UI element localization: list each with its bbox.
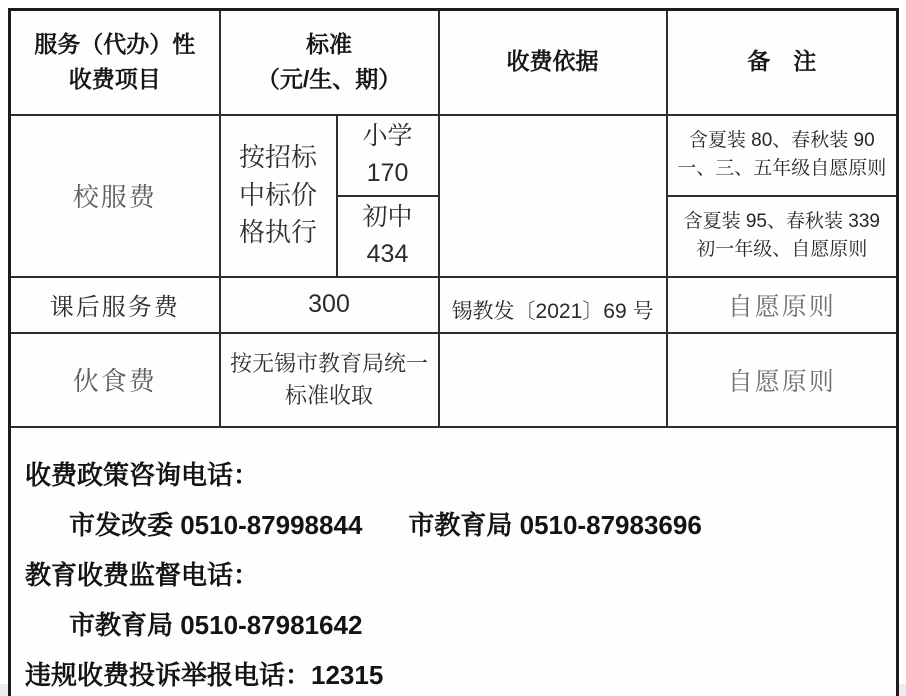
fee-table: [8, 8, 899, 696]
uniform-primary-label: 小学: [362, 121, 413, 150]
afterschool-remark-cell: 自愿原则: [667, 277, 898, 333]
header-standard-line2: （元/生、期）: [256, 66, 402, 93]
uniform-junior-remark-line2: 初一年级、自愿原则: [696, 239, 868, 260]
uniform-primary-remark-line1: 含夏装 80、春秋装 90: [688, 129, 875, 151]
header-remark-column: 备 注: [667, 10, 898, 115]
afterschool-item-cell: 课后服务费: [10, 277, 220, 333]
meal-standard-cell: [220, 333, 439, 427]
uniform-junior-remark-cell: [667, 196, 898, 277]
uniform-row-primary: [10, 115, 898, 196]
uniform-item-cell: 校服费: [10, 115, 220, 277]
meal-item-cell: 伙食费: [10, 333, 220, 427]
header-standard-column: [220, 10, 439, 115]
policy-phone-numbers: [25, 500, 886, 550]
uniform-junior-cell: [337, 196, 439, 277]
policy-phone-fagaiwei: 市发改委 0510-87998844: [69, 509, 363, 540]
meal-standard-line2: 标准收取: [285, 382, 374, 408]
uniform-basis-cell: [439, 115, 667, 277]
meal-row: [10, 333, 898, 427]
uniform-primary-cell: [337, 115, 439, 196]
footer-cell: [10, 427, 898, 696]
header-item-column: [10, 10, 220, 115]
uniform-primary-remark-cell: [667, 115, 898, 196]
header-basis-column: 收费依据: [439, 10, 667, 115]
header-item-line2: 收费项目: [68, 66, 161, 93]
afterschool-standard-cell: 300: [220, 277, 439, 333]
uniform-primary-value: 170: [366, 159, 409, 187]
uniform-junior-value: 434: [366, 240, 409, 268]
afterschool-row: [10, 277, 898, 333]
supervision-phone-title: 教育收费监督电话：: [25, 559, 260, 590]
meal-basis-cell: [439, 333, 667, 427]
uniform-primary-remark-line2: 一、三、五年级自愿原则: [677, 158, 887, 179]
policy-phone-title: 收费政策咨询电话：: [25, 459, 260, 490]
meal-remark-cell: 自愿原则: [667, 333, 898, 427]
header-item-line1: 服务（代办）性: [34, 30, 196, 57]
header-row: [10, 10, 898, 115]
footer-row: [10, 427, 898, 696]
afterschool-basis-cell: 锡教发〔2021〕69 号: [439, 277, 667, 333]
header-standard-line1: 标准: [306, 30, 352, 57]
supervision-phone-number: 市教育局 0510-87981642: [69, 609, 363, 640]
complaint-phone-line: 违规收费投诉举报电话：12315: [25, 659, 384, 690]
uniform-junior-label: 初中: [362, 202, 413, 231]
uniform-standard-method-cell: 按招标中标价格执行: [220, 115, 337, 277]
policy-phone-jiaoyuju: 市教育局 0510-87983696: [408, 509, 702, 540]
meal-standard-line1: 按无锡市教育局统一: [230, 350, 429, 376]
uniform-junior-remark-line1: 含夏装 95、春秋装 339: [683, 210, 880, 232]
